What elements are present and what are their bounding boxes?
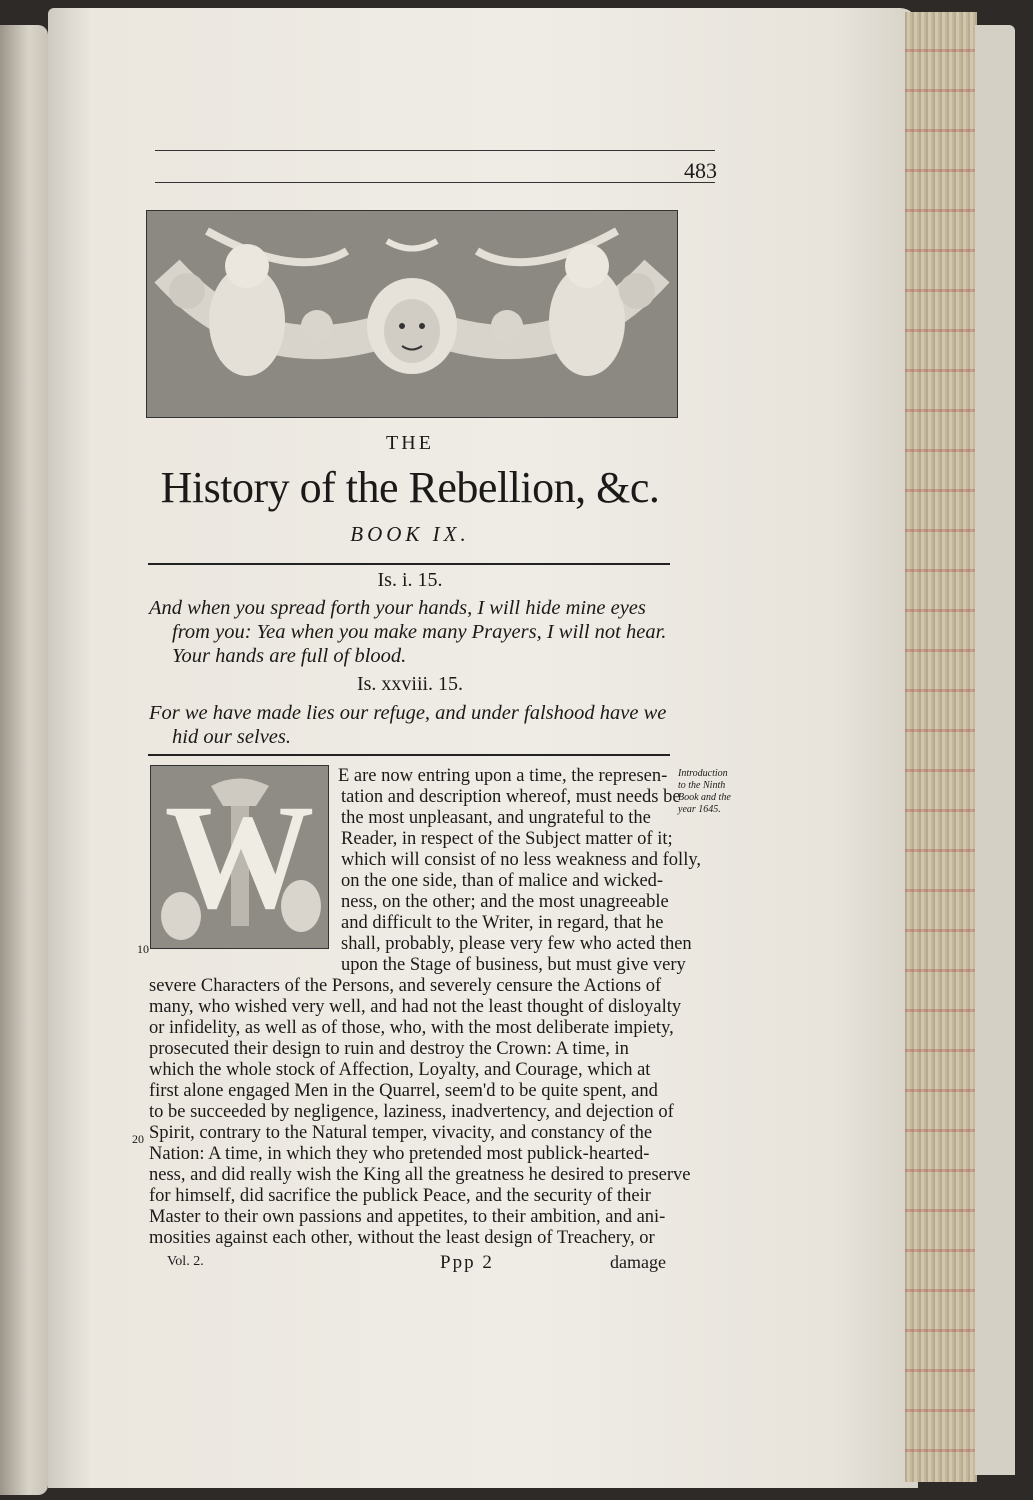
initial-letter: W <box>164 774 315 940</box>
body-line: or infidelity, as well as of those, who, with the most deliberate impiety, <box>149 1018 674 1038</box>
header-rule-top <box>155 150 715 151</box>
rule-below-epigraph <box>148 754 670 756</box>
body-line: the most unpleasant, and ungrateful to the <box>341 808 651 828</box>
page-number: 483 <box>684 158 717 183</box>
rule-above-epigraph <box>148 563 670 565</box>
body-line: tation and description whereof, must needs be <box>341 787 681 807</box>
facing-page-edge <box>0 25 48 1495</box>
signature-mark: Ppp 2 <box>440 1252 494 1273</box>
body-line: to be succeeded by negligence, laziness, inadvertency, and dejection of <box>149 1102 674 1122</box>
catchword: damage <box>610 1252 666 1272</box>
body-line: upon the Stage of business, but must give very <box>341 955 686 975</box>
book-title: History of the Rebellion, &c. <box>160 463 660 512</box>
page-fore-edge <box>905 12 977 1482</box>
margin-note-line: Introduction <box>678 768 728 779</box>
body-line: which will consist of no less weakness and folly, <box>341 850 702 870</box>
header-rule-bottom <box>155 182 715 183</box>
body-line: mosities against each other, without the least design of Treachery, or <box>149 1228 655 1248</box>
title-the: THE <box>386 432 434 454</box>
body-line: E are now entring upon a time, the represen- <box>338 766 668 786</box>
body-line: and difficult to the Writer, in regard, that he <box>341 913 664 933</box>
epigraph-line: from you: Yea when you make many Prayers, I will not hear. <box>172 621 667 643</box>
body-line: which the whole stock of Affection, Loyalty, and Courage, which at <box>149 1060 651 1080</box>
engraved-headpiece <box>146 210 678 418</box>
body-line: ness, on the other; and the most unagreeable <box>341 892 669 912</box>
body-line: for himself, did sacrifice the publick Peace, and the security of their <box>149 1186 651 1206</box>
body-line: severe Characters of the Persons, and severely censure the Actions of <box>149 976 662 996</box>
epigraph-ref-1: Is. i. 15. <box>377 569 443 591</box>
line-number: 10 <box>137 942 149 956</box>
body-line: Nation: A time, in which they who pretended most publick-hearted- <box>149 1144 650 1164</box>
margin-note-line: to the Ninth <box>678 780 726 791</box>
margin-note <box>678 768 731 816</box>
body-line: first alone engaged Men in the Quarrel, seem'd to be quite spent, and <box>149 1081 658 1101</box>
epigraph-line: hid our selves. <box>172 726 291 748</box>
body-line: prosecuted their design to ruin and destroy the Crown: A time, in <box>149 1039 629 1059</box>
body-line: shall, probably, please very few who acted then <box>341 934 692 954</box>
margin-note-line: Book and the <box>678 792 731 803</box>
body-line: on the one side, than of malice and wicked- <box>341 871 664 891</box>
margin-note-line: year 1645. <box>678 804 721 815</box>
body-line: Master to their own passions and appetites, to their ambition, and ani- <box>149 1207 666 1227</box>
epigraph-line: And when you spread forth your hands, I will hide mine eyes <box>149 597 646 619</box>
headpiece-engraving-icon <box>147 211 677 417</box>
volume-mark: Vol. 2. <box>167 1254 204 1269</box>
body-line: many, who wished very well, and had not the least thought of disloyalty <box>149 997 682 1017</box>
epigraph-line: Your hands are full of blood. <box>172 645 407 667</box>
epigraph-line: For we have made lies our refuge, and under falshood have we <box>149 702 667 724</box>
epigraph-ref-2: Is. xxviii. 15. <box>356 673 464 695</box>
body-line: Reader, in respect of the Subject matter of it; <box>341 829 673 849</box>
book-number: BOOK IX. <box>350 522 470 546</box>
body-line: Spirit, contrary to the Natural temper, vivacity, and constancy of the <box>149 1123 653 1143</box>
body-line: ness, and did really wish the King all the greatness he desired to preserve <box>149 1165 691 1185</box>
decorated-initial <box>150 765 329 949</box>
line-number: 20 <box>132 1132 144 1146</box>
book-board <box>975 25 1015 1475</box>
